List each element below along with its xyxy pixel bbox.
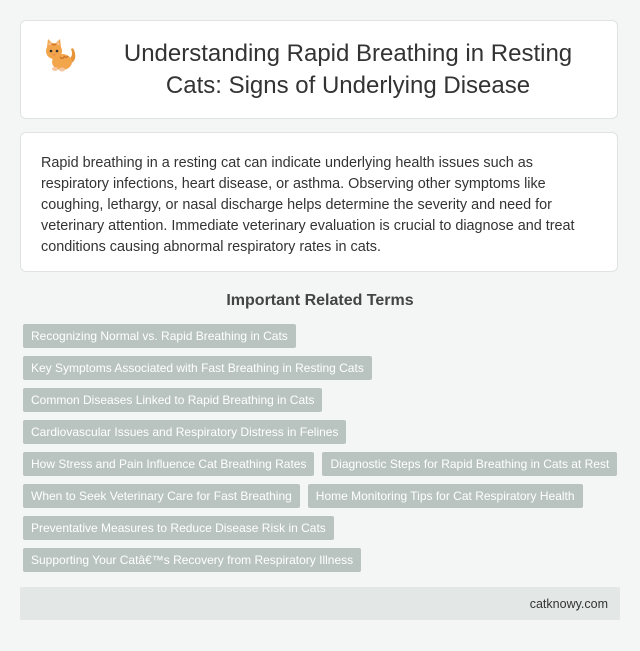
tag-row: [23, 388, 623, 412]
related-term-tag[interactable]: When to Seek Veterinary Care for Fast Breathing: [23, 484, 300, 508]
related-terms-heading: Important Related Terms: [226, 292, 414, 309]
related-terms-list: [23, 324, 623, 580]
summary-card: [20, 132, 618, 272]
related-term-tag[interactable]: Cardiovascular Issues and Respiratory Distress in Felines: [23, 420, 346, 444]
related-term-tag[interactable]: Preventative Measures to Reduce Disease Risk in Cats: [23, 516, 334, 540]
footer-site-link[interactable]: catknowy.com: [529, 596, 608, 611]
tag-row: [23, 484, 623, 508]
related-term-tag[interactable]: Recognizing Normal vs. Rapid Breathing in Cats: [23, 324, 296, 348]
title-wrap: [40, 38, 598, 102]
related-term-tag[interactable]: Home Monitoring Tips for Cat Respiratory Health: [308, 484, 583, 508]
title-card: [20, 20, 618, 119]
tag-row: [23, 548, 623, 572]
page-title: Understanding Rapid Breathing in Resting Cats: Signs of Underlying Disease: [123, 39, 573, 99]
tag-row: [23, 420, 623, 444]
tag-row: [23, 452, 623, 476]
footer: [20, 587, 620, 620]
related-term-tag[interactable]: How Stress and Pain Influence Cat Breathing Rates: [23, 452, 314, 476]
tag-row: [23, 356, 623, 380]
summary-text: Rapid breathing in a resting cat can indicate underlying health issues such as respiratory infections, heart disease, or asthma. Observing other symptoms like coughing, lethargy, or nasal discharge helps determine the severity and need for veterinary attention. Immediate veterinary evaluation is crucial to diagnose and treat conditions causing abnormal respiratory rates in cats.: [41, 155, 575, 255]
cat-icon: [40, 34, 80, 74]
related-term-tag[interactable]: Supporting Your Catâ€™s Recovery from Respiratory Illness: [23, 548, 361, 572]
tag-row: [23, 324, 623, 348]
tag-row: [23, 516, 623, 540]
related-term-tag[interactable]: Diagnostic Steps for Rapid Breathing in Cats at Rest: [322, 452, 617, 476]
related-term-tag[interactable]: Key Symptoms Associated with Fast Breathing in Resting Cats: [23, 356, 372, 380]
related-term-tag[interactable]: Common Diseases Linked to Rapid Breathing in Cats: [23, 388, 322, 412]
